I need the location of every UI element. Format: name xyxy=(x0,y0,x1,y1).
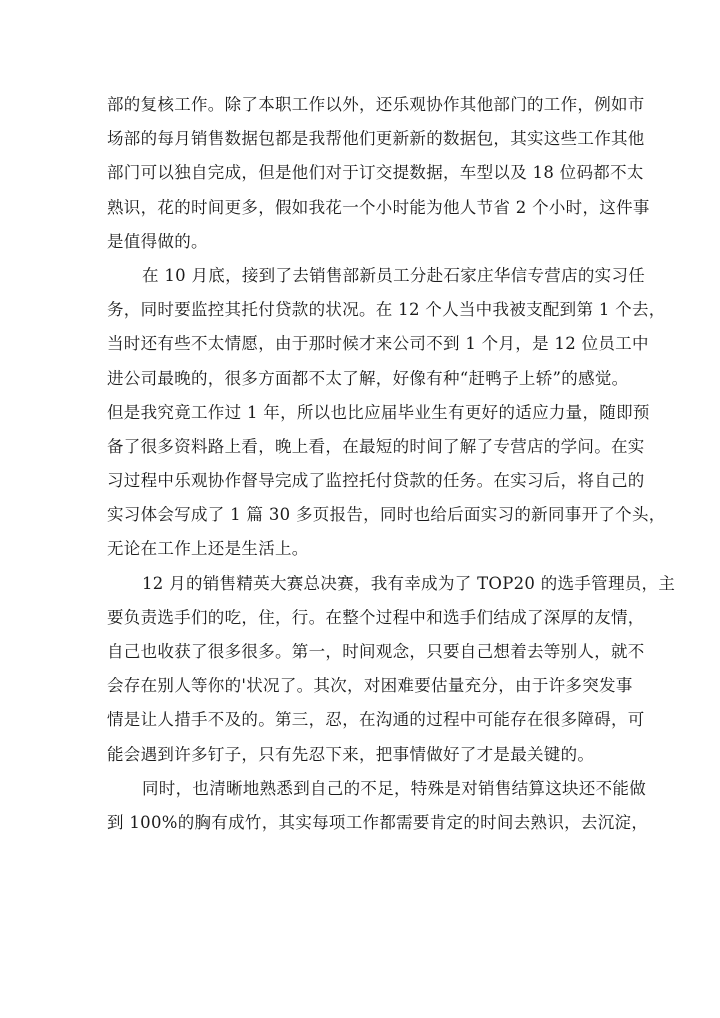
text-line: 熟识，花的时间更多，假如我花一个小时能为他人节省 2 个小时，这件事 xyxy=(107,197,650,217)
text-line: 是值得做的。 xyxy=(107,231,208,251)
paragraph-first-line: 同时，也清晰地熟悉到自己的不足，特殊是对销售结算这块还不能做 xyxy=(142,778,646,798)
text-line: 自己也收获了很多很多。第一，时间观念，只要自己想着去等别人，就不 xyxy=(107,642,645,661)
text-line: 实习体会写成了 1 篇 30 多页报告，同时也给后面实习的新同事开了个头， xyxy=(107,505,666,525)
document-body xyxy=(107,88,676,840)
text-line: 备了很多资料路上看，晚上看，在最短的时间了解了专营店的学问。在实 xyxy=(107,436,645,456)
paragraph-first-line: 12 月的销售精英大赛总决赛，我有幸成为了 TOP20 的选手管理员，主 xyxy=(142,573,676,593)
text-line: 习过程中乐观协作督导完成了监控托付贷款的任务。在实习后，将自己的 xyxy=(107,471,645,491)
text-line: 无论在工作上还是生活上。 xyxy=(107,539,309,559)
paragraph-first-line: 在 10 月底，接到了去销售部新员工分赴石家庄华信专营店的实习任 xyxy=(142,265,646,285)
text-line: 会存在别人等你的'状况了。其次，对困难要估量充分，由于许多突发事 xyxy=(107,676,633,696)
text-line: 到 100%的胸有成竹，其实每项工作都需要肯定的时间去熟识，去沉淀， xyxy=(107,812,649,832)
text-line: 务，同时要监控其托付贷款的状况。在 12 个人当中我被支配到第 1 个去， xyxy=(107,300,666,320)
text-line: 当时还有些不太情愿，由于那时候才来公司不到 1 个月，是 12 位员工中 xyxy=(107,334,649,354)
text-line: 部门可以独自完成，但是他们对于订交提数据，车型以及 18 位码都不太 xyxy=(107,163,644,183)
text-line: 能会遇到许多钉子，只有先忍下来，把事情做好了才是最关键的。 xyxy=(107,744,595,764)
text-line: 进公司最晚的，很多方面都不太了解，好像有种“赶鸭子上轿”的感觉。 xyxy=(107,368,629,388)
text-line: 部的复核工作。除了本职工作以外，还乐观协作其他部门的工作，例如市 xyxy=(107,95,645,114)
text-line: 但是我究竟工作过 1 年，所以也比应届毕业生有更好的适应力量，随即预 xyxy=(107,402,650,422)
text-line: 情是让人措手不及的。第三，忍，在沟通的过程中可能存在很多障碍，可 xyxy=(107,710,645,730)
text-line: 场部的每月销售数据包都是我帮他们更新新的数据包，其实这些工作其他 xyxy=(107,129,645,149)
text-line: 要负责选手们的吃，住，行。在整个过程中和选手们结成了深厚的友情， xyxy=(107,607,645,627)
